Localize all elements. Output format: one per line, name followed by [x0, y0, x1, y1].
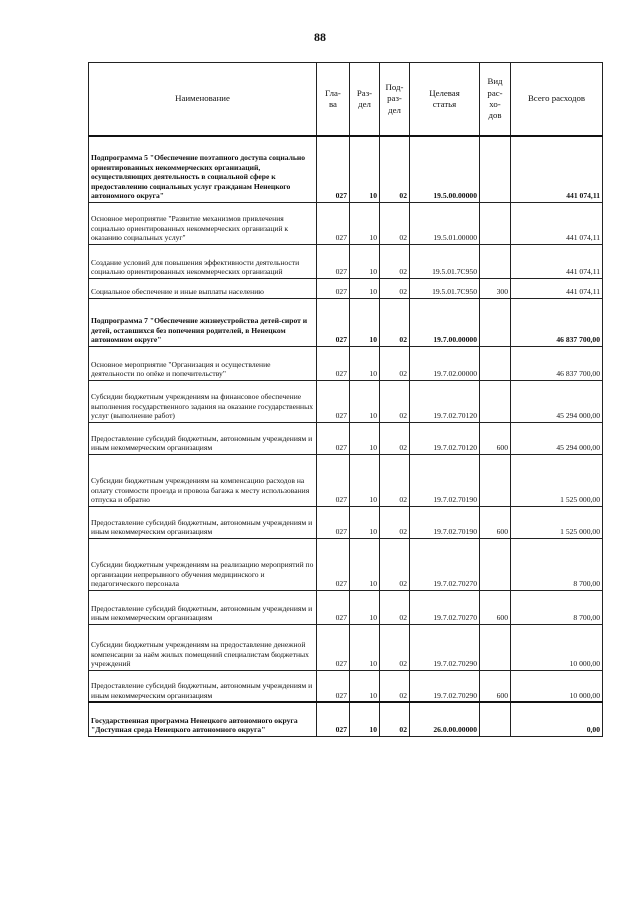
cell-razdel: 10 [350, 506, 380, 538]
cell-razdel: 10 [350, 422, 380, 454]
cell-podrazdel: 02 [380, 454, 410, 506]
cell-name: Предоставление субсидий бюджетным, автономным учреждениям и иным некоммерческим организациям [89, 506, 317, 538]
cell-expense-type [480, 380, 511, 422]
cell-podrazdel: 02 [380, 624, 410, 670]
cell-expense-type [480, 702, 511, 736]
cell-name: Основное мероприятие "Развитие механизмов привлечения социально ориентированных некоммерческих организаций к оказанию социальных услуг" [89, 202, 317, 244]
page-number: 88 [314, 30, 326, 44]
cell-expense-type: 600 [480, 590, 511, 624]
cell-razdel: 10 [350, 702, 380, 736]
cell-name: Предоставление субсидий бюджетным, автономным учреждениям и иным некоммерческим организациям [89, 670, 317, 702]
table-row [89, 624, 603, 670]
cell-expense-type [480, 136, 511, 202]
cell-expense-type [480, 538, 511, 590]
cell-expense-type [480, 624, 511, 670]
cell-glava: 027 [317, 346, 350, 380]
cell-name: Субсидии бюджетным учреждениям на финансовое обеспечение выполнения государственного задания на оказание государственных услуг (выполнение работ) [89, 380, 317, 422]
table-row [89, 454, 603, 506]
cell-total: 46 837 700,00 [511, 298, 603, 346]
cell-expense-type [480, 454, 511, 506]
cell-expense-type [480, 244, 511, 278]
table-row [89, 202, 603, 244]
cell-glava: 027 [317, 702, 350, 736]
cell-total: 46 837 700,00 [511, 346, 603, 380]
cell-glava: 027 [317, 202, 350, 244]
cell-expense-type [480, 346, 511, 380]
cell-glava: 027 [317, 298, 350, 346]
cell-total: 8 700,00 [511, 590, 603, 624]
cell-target-article: 26.0.00.00000 [410, 702, 480, 736]
cell-name: Субсидии бюджетным учреждениям на компенсацию расходов на оплату стоимости проезда и провоза багажа к месту использования отпуска и обратно [89, 454, 317, 506]
table-row [89, 702, 603, 736]
table-row [89, 670, 603, 702]
cell-target-article: 19.5.01.7С950 [410, 278, 480, 298]
cell-glava: 027 [317, 590, 350, 624]
cell-glava: 027 [317, 670, 350, 702]
cell-razdel: 10 [350, 380, 380, 422]
header-target-article: Целевая статья [410, 63, 480, 137]
cell-expense-type [480, 202, 511, 244]
cell-razdel: 10 [350, 244, 380, 278]
cell-expense-type: 600 [480, 506, 511, 538]
cell-glava: 027 [317, 506, 350, 538]
cell-razdel: 10 [350, 278, 380, 298]
table-row [89, 422, 603, 454]
cell-razdel: 10 [350, 298, 380, 346]
cell-razdel: 10 [350, 624, 380, 670]
cell-name: Подпрограмма 5 "Обеспечение поэтапного доступа социально ориентированных некоммерческих организаций, осуществляющих деятельность в социальной сфере к предоставлению социальных услуг гражданам Ненецкого автономного округа" [89, 136, 317, 202]
cell-name: Подпрограмма 7 "Обеспечение жизнеустройства детей-сирот и детей, оставшихся без попечения родителей, в Ненецком автономном округе" [89, 298, 317, 346]
cell-total: 1 525 000,00 [511, 506, 603, 538]
cell-razdel: 10 [350, 202, 380, 244]
cell-podrazdel: 02 [380, 202, 410, 244]
cell-podrazdel: 02 [380, 670, 410, 702]
cell-total: 1 525 000,00 [511, 454, 603, 506]
cell-name: Создание условий для повышения эффективности деятельности социально ориентированных некоммерческих организаций [89, 244, 317, 278]
cell-target-article: 19.7.02.70290 [410, 624, 480, 670]
cell-name: Государственная программа Ненецкого автономного округа "Доступная среда Ненецкого автономного округа" [89, 702, 317, 736]
cell-podrazdel: 02 [380, 346, 410, 380]
cell-target-article: 19.7.02.70190 [410, 454, 480, 506]
cell-total: 10 000,00 [511, 670, 603, 702]
cell-target-article: 19.5.01.7С950 [410, 244, 480, 278]
cell-total: 441 074,11 [511, 278, 603, 298]
table-row [89, 136, 603, 202]
cell-target-article: 19.7.02.70120 [410, 422, 480, 454]
cell-total: 10 000,00 [511, 624, 603, 670]
cell-target-article: 19.7.02.70270 [410, 590, 480, 624]
table-row [89, 244, 603, 278]
cell-total: 45 294 000,00 [511, 422, 603, 454]
cell-target-article: 19.7.00.00000 [410, 298, 480, 346]
header-razdel: Раз- дел [350, 63, 380, 137]
cell-total: 441 074,11 [511, 136, 603, 202]
cell-expense-type: 300 [480, 278, 511, 298]
cell-glava: 027 [317, 538, 350, 590]
cell-podrazdel: 02 [380, 422, 410, 454]
cell-podrazdel: 02 [380, 506, 410, 538]
cell-razdel: 10 [350, 670, 380, 702]
cell-total: 441 074,11 [511, 202, 603, 244]
table-row [89, 346, 603, 380]
cell-razdel: 10 [350, 590, 380, 624]
cell-glava: 027 [317, 244, 350, 278]
cell-target-article: 19.5.01.00000 [410, 202, 480, 244]
cell-podrazdel: 02 [380, 278, 410, 298]
cell-expense-type: 600 [480, 422, 511, 454]
header-expense-type: Вид рас- хо- дов [480, 63, 511, 137]
cell-total: 8 700,00 [511, 538, 603, 590]
cell-name: Субсидии бюджетным учреждениям на реализацию мероприятий по организации непрерывного обучения медицинского и педагогического персонала [89, 538, 317, 590]
cell-glava: 027 [317, 380, 350, 422]
cell-podrazdel: 02 [380, 298, 410, 346]
cell-name: Предоставление субсидий бюджетным, автономным учреждениям и иным некоммерческим организациям [89, 422, 317, 454]
cell-podrazdel: 02 [380, 538, 410, 590]
table-row [89, 380, 603, 422]
cell-target-article: 19.7.02.00000 [410, 346, 480, 380]
cell-razdel: 10 [350, 136, 380, 202]
cell-glava: 027 [317, 422, 350, 454]
cell-target-article: 19.7.02.70270 [410, 538, 480, 590]
cell-target-article: 19.5.00.00000 [410, 136, 480, 202]
cell-razdel: 10 [350, 538, 380, 590]
cell-glava: 027 [317, 454, 350, 506]
cell-total: 441 074,11 [511, 244, 603, 278]
cell-glava: 027 [317, 136, 350, 202]
cell-podrazdel: 02 [380, 244, 410, 278]
cell-podrazdel: 02 [380, 702, 410, 736]
cell-expense-type: 600 [480, 670, 511, 702]
cell-name: Предоставление субсидий бюджетным, автономным учреждениям и иным некоммерческим организациям [89, 590, 317, 624]
budget-table [88, 62, 603, 737]
table-row [89, 538, 603, 590]
header-total-expenses: Всего расходов [511, 63, 603, 137]
header-glava: Гла- ва [317, 63, 350, 137]
table-header-row [89, 63, 603, 137]
cell-target-article: 19.7.02.70120 [410, 380, 480, 422]
cell-razdel: 10 [350, 454, 380, 506]
cell-razdel: 10 [350, 346, 380, 380]
cell-podrazdel: 02 [380, 136, 410, 202]
cell-target-article: 19.7.02.70290 [410, 670, 480, 702]
cell-total: 0,00 [511, 702, 603, 736]
cell-podrazdel: 02 [380, 380, 410, 422]
cell-glava: 027 [317, 278, 350, 298]
cell-podrazdel: 02 [380, 590, 410, 624]
cell-target-article: 19.7.02.70190 [410, 506, 480, 538]
cell-name: Субсидии бюджетным учреждениям на предоставление денежной компенсации за наём жилых помещений специалистам бюджетных учреждений [89, 624, 317, 670]
header-name: Наименование [89, 63, 317, 137]
table-row [89, 506, 603, 538]
table-row [89, 278, 603, 298]
header-podrazdel: Под- раз- дел [380, 63, 410, 137]
cell-glava: 027 [317, 624, 350, 670]
cell-expense-type [480, 298, 511, 346]
cell-name: Социальное обеспечение и иные выплаты населению [89, 278, 317, 298]
table-row [89, 590, 603, 624]
table-row [89, 298, 603, 346]
cell-total: 45 294 000,00 [511, 380, 603, 422]
cell-name: Основное мероприятие "Организация и осуществление деятельности по опёке и попечительству" [89, 346, 317, 380]
